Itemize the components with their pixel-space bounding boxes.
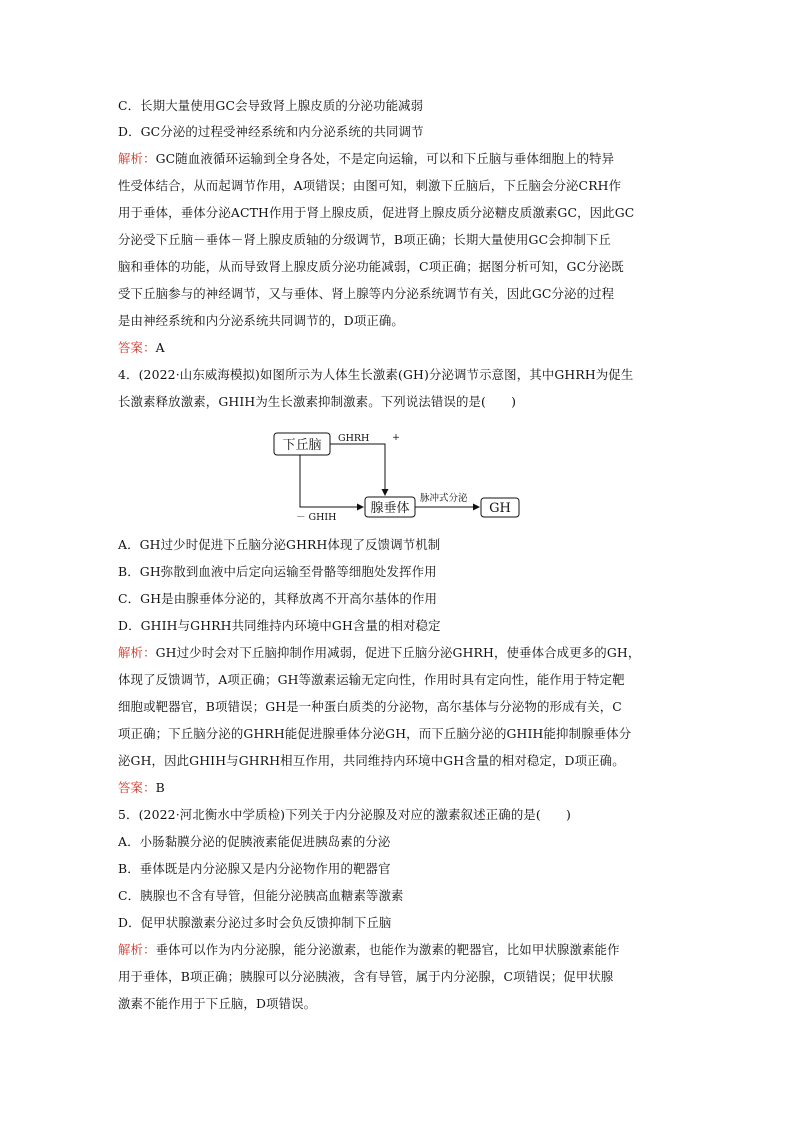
q4-analysis-line-2: 体现了反馈调节，A项正确；GH等激素运输无定向性，作用时具有定向性，能作用于特定靶 xyxy=(118,672,625,687)
q5-analysis-line-2: 用于垂体，B项正确；胰腺可以分泌胰液，含有导管，属于内分泌腺，C项错误；促甲状腺 xyxy=(118,969,614,984)
pituitary-label: 腺垂体 xyxy=(370,501,410,516)
q4-option-d: D．GHIH与GHRH共同维持内环境中GH含量的相对稳定 xyxy=(118,618,441,633)
q5-option-a: A．小肠黏膜分泌的促胰液素能促进胰岛素的分泌 xyxy=(118,834,391,849)
q4-stem-line-2: 长激素释放激素，GHIH为生长激素抑制激素。下列说法错误的是( ) xyxy=(118,394,517,409)
q3-option-d: D．GC分泌的过程受神经系统和内分泌系统的共同调节 xyxy=(118,124,424,139)
ghrh-arrow xyxy=(330,444,385,495)
q3-analysis-line-7: 是由神经系统和内分泌系统共同调节的，D项正确。 xyxy=(118,313,404,328)
gh-regulation-svg xyxy=(270,428,535,528)
q5-option-b: B．垂体既是内分泌腺又是内分泌物作用的靶器官 xyxy=(118,861,391,876)
q3-answer-label: 答案： xyxy=(118,340,156,355)
pulse-secretion-label: 脉冲式分泌 xyxy=(420,493,468,504)
q3-analysis-line-3: 用于垂体，垂体分泌ACTH作用于肾上腺皮质，促进肾上腺皮质分泌糖皮质激素GC，因此GC xyxy=(118,205,635,220)
q5-analysis-label: 解析： xyxy=(118,942,156,957)
q5-stem: 5．(2022·河北衡水中学质检)下列关于内分泌腺及对应的激素叙述正确的是( ) xyxy=(118,807,571,822)
q3-option-c: C．长期大量使用GC会导致肾上腺皮质的分泌功能减弱 xyxy=(118,98,424,113)
ghrh-label: GHRH xyxy=(338,433,370,444)
ghrh-plus-sign: + xyxy=(392,432,400,443)
q3-analysis-line-1: 解析：GC随血液循环运输到全身各处，不是定向运输，可以和下丘脑与垂体细胞上的特异 xyxy=(118,151,615,166)
q3-analysis-label: 解析： xyxy=(118,151,156,166)
q4-analysis-line-1: 解析：GH过少时会对下丘脑抑制作用减弱，促进下丘脑分泌GHRH，使垂体合成更多的GH， xyxy=(118,645,641,660)
q4-analysis-line-5: 泌GH，因此GHIH与GHRH相互作用，共同维持内环境中GH含量的相对稳定，D项正确。 xyxy=(118,753,625,768)
q4-option-a: A．GH过少时促进下丘脑分泌GHRH体现了反馈调节机制 xyxy=(118,537,441,552)
q4-analysis-line-3: 细胞或靶器官，B项错误；GH是一种蛋白质类的分泌物，高尔基体与分泌物的形成有关，C xyxy=(118,699,622,714)
q4-stem-line-1: 4．(2022·山东威海模拟)如图所示为人体生长激素(GH)分泌调节示意图，其中GHRH为促生 xyxy=(118,367,634,382)
q5-option-c: C．胰腺也不含有导管，但能分泌胰高血糖素等激素 xyxy=(118,888,404,903)
q3-analysis-line-2: 性受体结合，从而起调节作用，A项错误；由图可知，刺激下丘脑后，下丘脑会分泌CRH作 xyxy=(118,178,622,193)
hypothalamus-label: 下丘脑 xyxy=(282,438,322,453)
ghih-label: － GHIH xyxy=(296,512,337,523)
q3-answer-value: A xyxy=(155,340,165,355)
q3-analysis-line-5: 脑和垂体的功能，从而导致肾上腺皮质分泌功能减弱，C项正确；据图分析可知，GC分泌既 xyxy=(118,259,624,274)
q4-answer xyxy=(118,780,698,796)
q4-answer-label: 答案： xyxy=(118,780,156,795)
q4-analysis-line-4: 项正确；下丘脑分泌的GHRH能促进腺垂体分泌GH，而下丘脑分泌的GHIH能抑制腺垂体分 xyxy=(118,726,632,741)
q3-analysis-line-4: 分泌受下丘脑－垂体－肾上腺皮质轴的分级调节，B项正确；长期大量使用GC会抑制下丘 xyxy=(118,232,611,247)
q5-analysis-line-3: 激素不能作用于下丘脑，D项错误。 xyxy=(118,996,317,1011)
gh-regulation-diagram xyxy=(270,428,535,528)
q5-analysis-line-1: 解析：垂体可以作为内分泌腺，能分泌激素，也能作为激素的靶器官，比如甲状腺激素能作 xyxy=(118,942,620,957)
q3-answer xyxy=(118,340,698,356)
q4-option-c: C．GH是由腺垂体分泌的，其释放离不开高尔基体的作用 xyxy=(118,591,438,606)
ghih-arrow xyxy=(300,455,363,507)
q4-answer-value: B xyxy=(155,780,165,795)
gh-box-label: GH xyxy=(489,501,511,516)
q4-analysis-label: 解析： xyxy=(118,645,156,660)
q4-option-b: B．GH弥散到血液中后定向运输至骨骼等细胞处发挥作用 xyxy=(118,564,437,579)
q5-option-d: D．促甲状腺激素分泌过多时会负反馈抑制下丘脑 xyxy=(118,915,392,930)
q3-analysis-line-6: 受下丘脑参与的神经调节，又与垂体、肾上腺等内分泌系统调节有关，因此GC分泌的过程 xyxy=(118,286,615,301)
